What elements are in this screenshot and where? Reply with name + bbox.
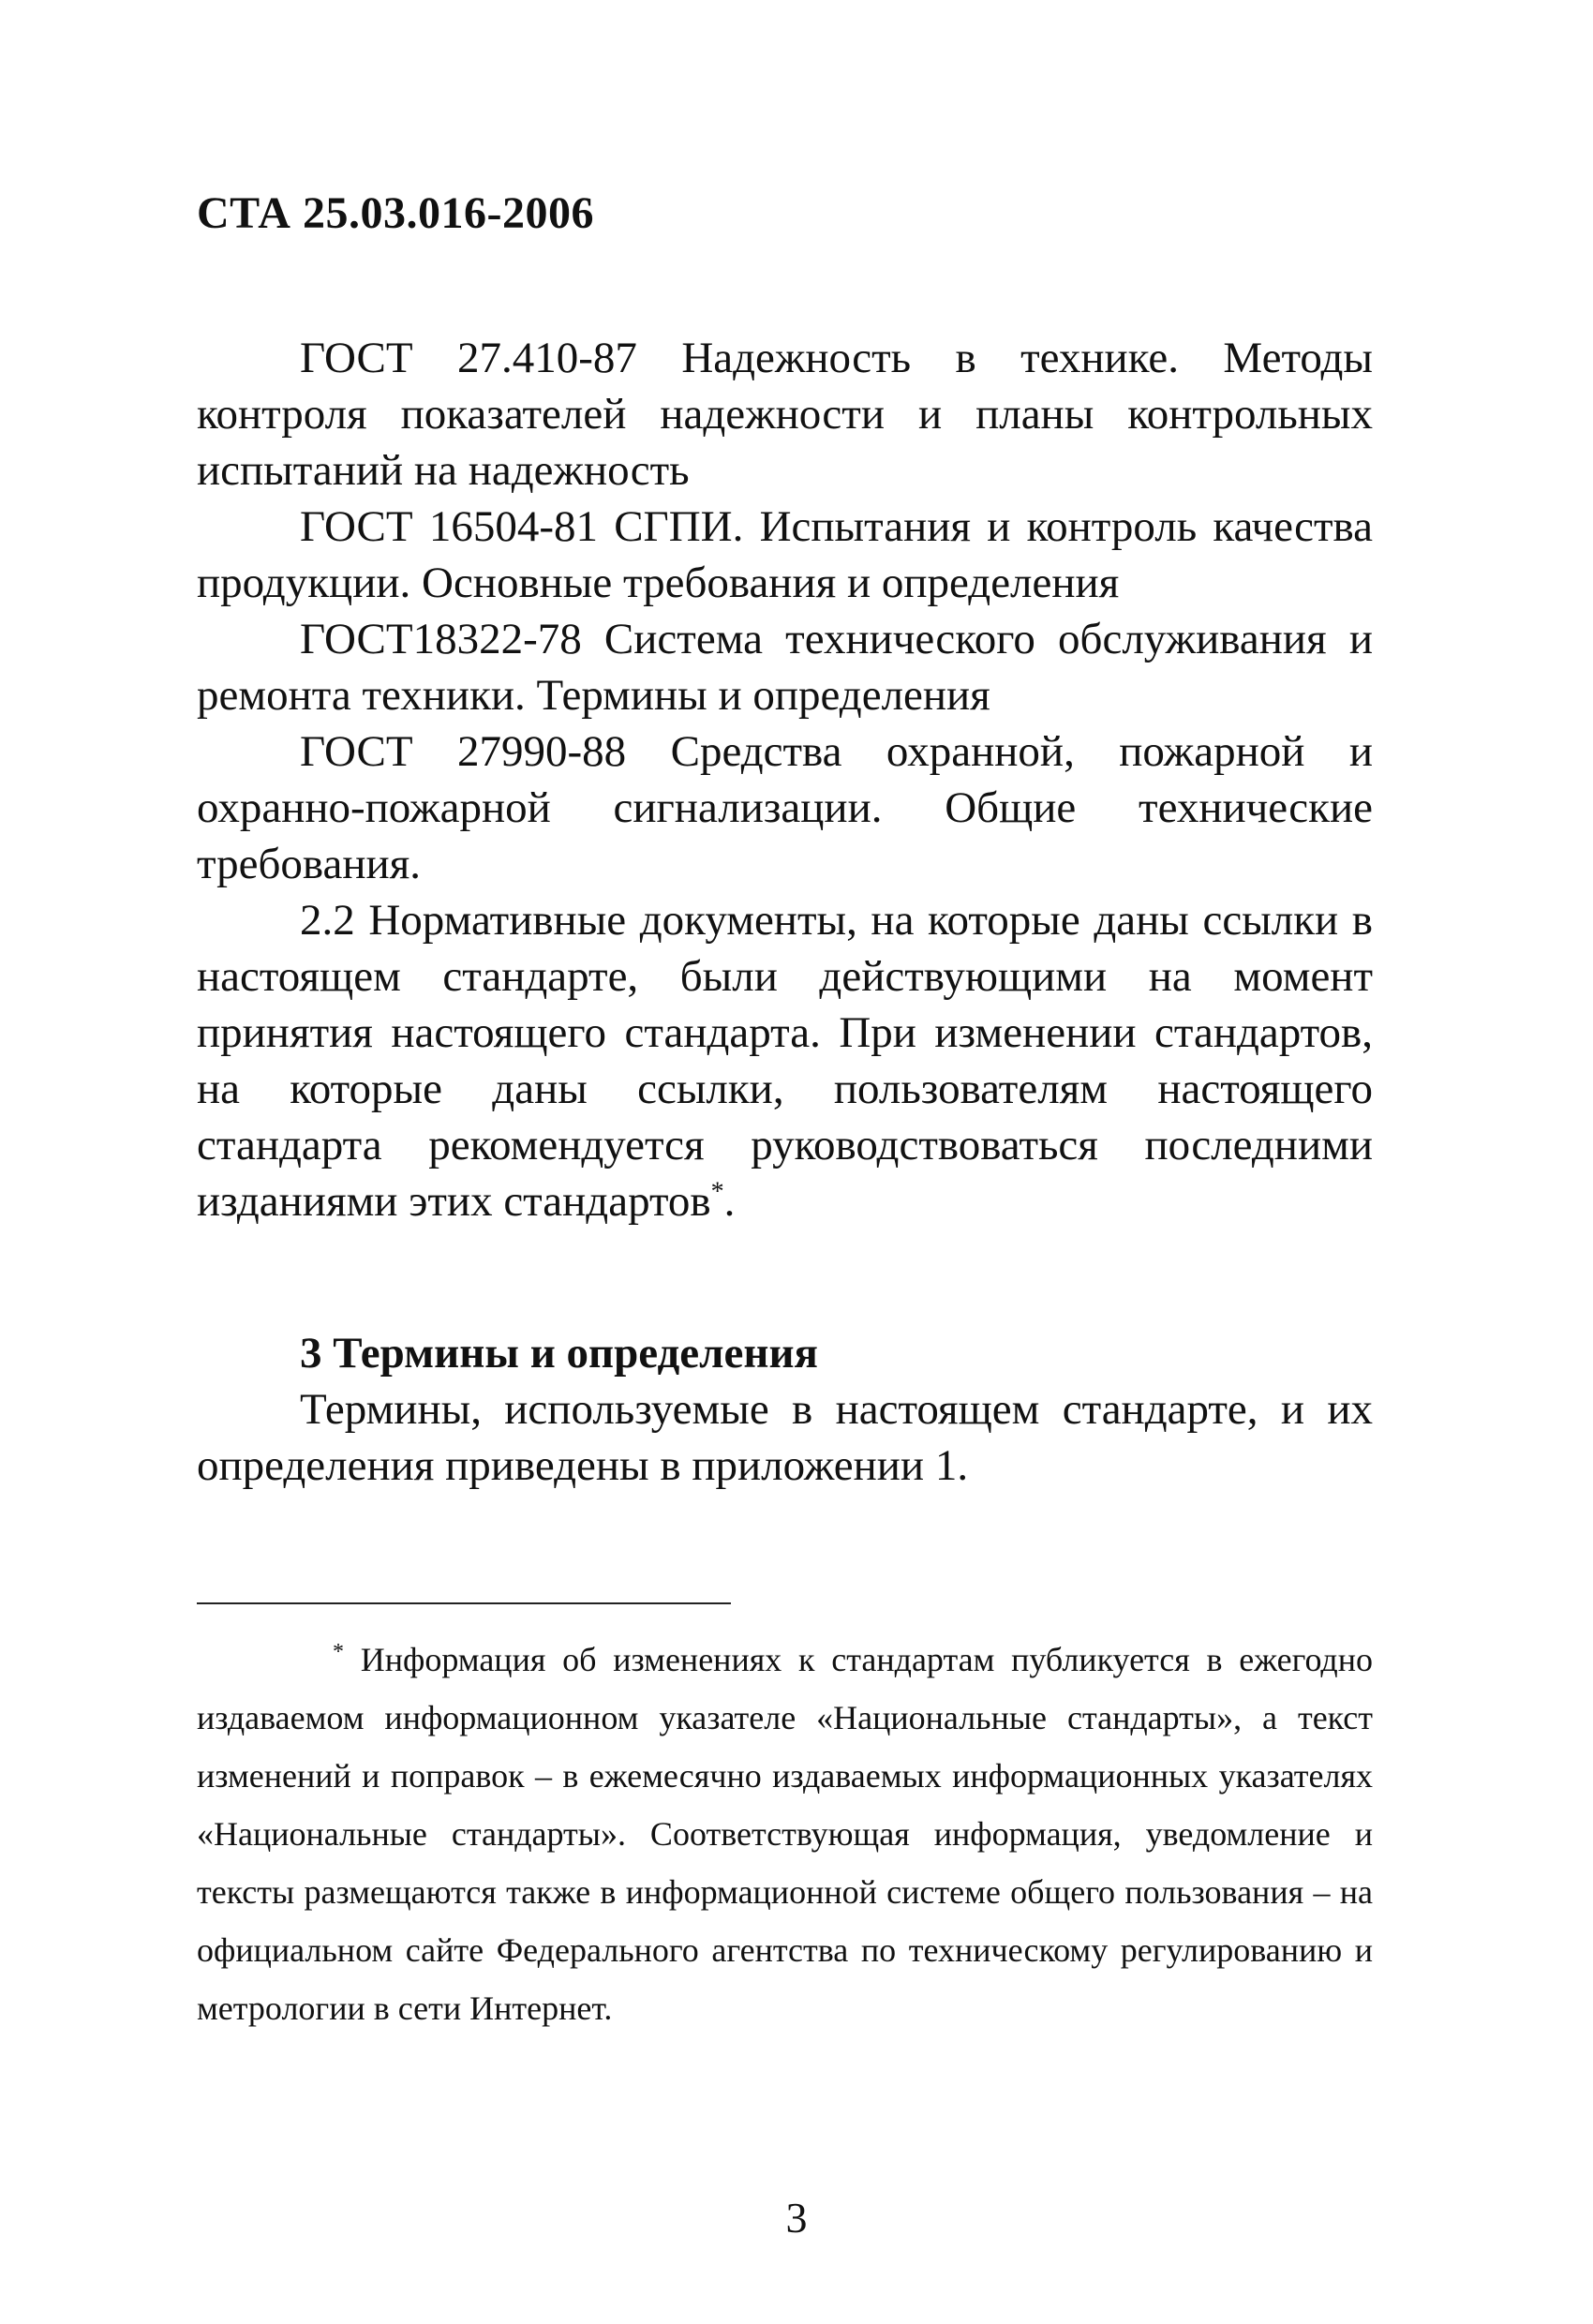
footnote-mark: * [333, 1640, 344, 1664]
footnote-divider [197, 1602, 731, 1604]
page-number: 3 [785, 2194, 808, 2242]
section-3-title: 3 Термины и определения [300, 1329, 818, 1378]
clause-2-2-end: . [723, 1177, 736, 1226]
reference-gost-18322: ГОСТ18322-78 Система технического обслуживания и ремонта техники. Термины и определения [197, 615, 1373, 720]
footnote-reference-mark: * [710, 1177, 724, 1207]
reference-gost-27990: ГОСТ 27990-88 Средства охранной, пожарной и охранно-пожарной сигнализации. Общие технические требования. [197, 727, 1373, 888]
clause-2-2-text: 2.2 Нормативные документы, на которые даны ссылки в настоящем стандарте, были действующими на момент принятия настоящего стандарта. При изменении стандартов, на которые даны ссылки, пользователям настоящего стандарта рекомендуется руководствоваться последними изданиями этих стандартов [197, 896, 1373, 1226]
footnote-text: Информация об изменениях к стандартам публикуется в ежегодно издаваемом информационном указателе «Национальные стандарты», а текст изменений и поправок – в ежемесячно издаваемых информационных указателях «Национальные стандарты». Соответствующая информация, уведомление и тексты размещаются также в информационной системе общего пользования – на официальном сайте Федерального агентства по техническому регулированию и метрологии в сети Интернет. [197, 1641, 1374, 2027]
main-text [197, 330, 1373, 1494]
section-3-text: Термины, используемые в настоящем стандарте, и их определения приведены в приложении 1. [197, 1385, 1373, 1490]
document-code: СТА 25.03.016-2006 [197, 188, 594, 238]
reference-gost-27410: ГОСТ 27.410-87 Надежность в технике. Методы контроля показателей надежности и планы контрольных испытаний на надежность [197, 334, 1373, 495]
reference-gost-16504: ГОСТ 16504-81 СГПИ. Испытания и контроль качества продукции. Основные требования и определения [197, 502, 1373, 607]
clause-2-2 [197, 892, 1373, 1229]
footnote [197, 1631, 1373, 2037]
